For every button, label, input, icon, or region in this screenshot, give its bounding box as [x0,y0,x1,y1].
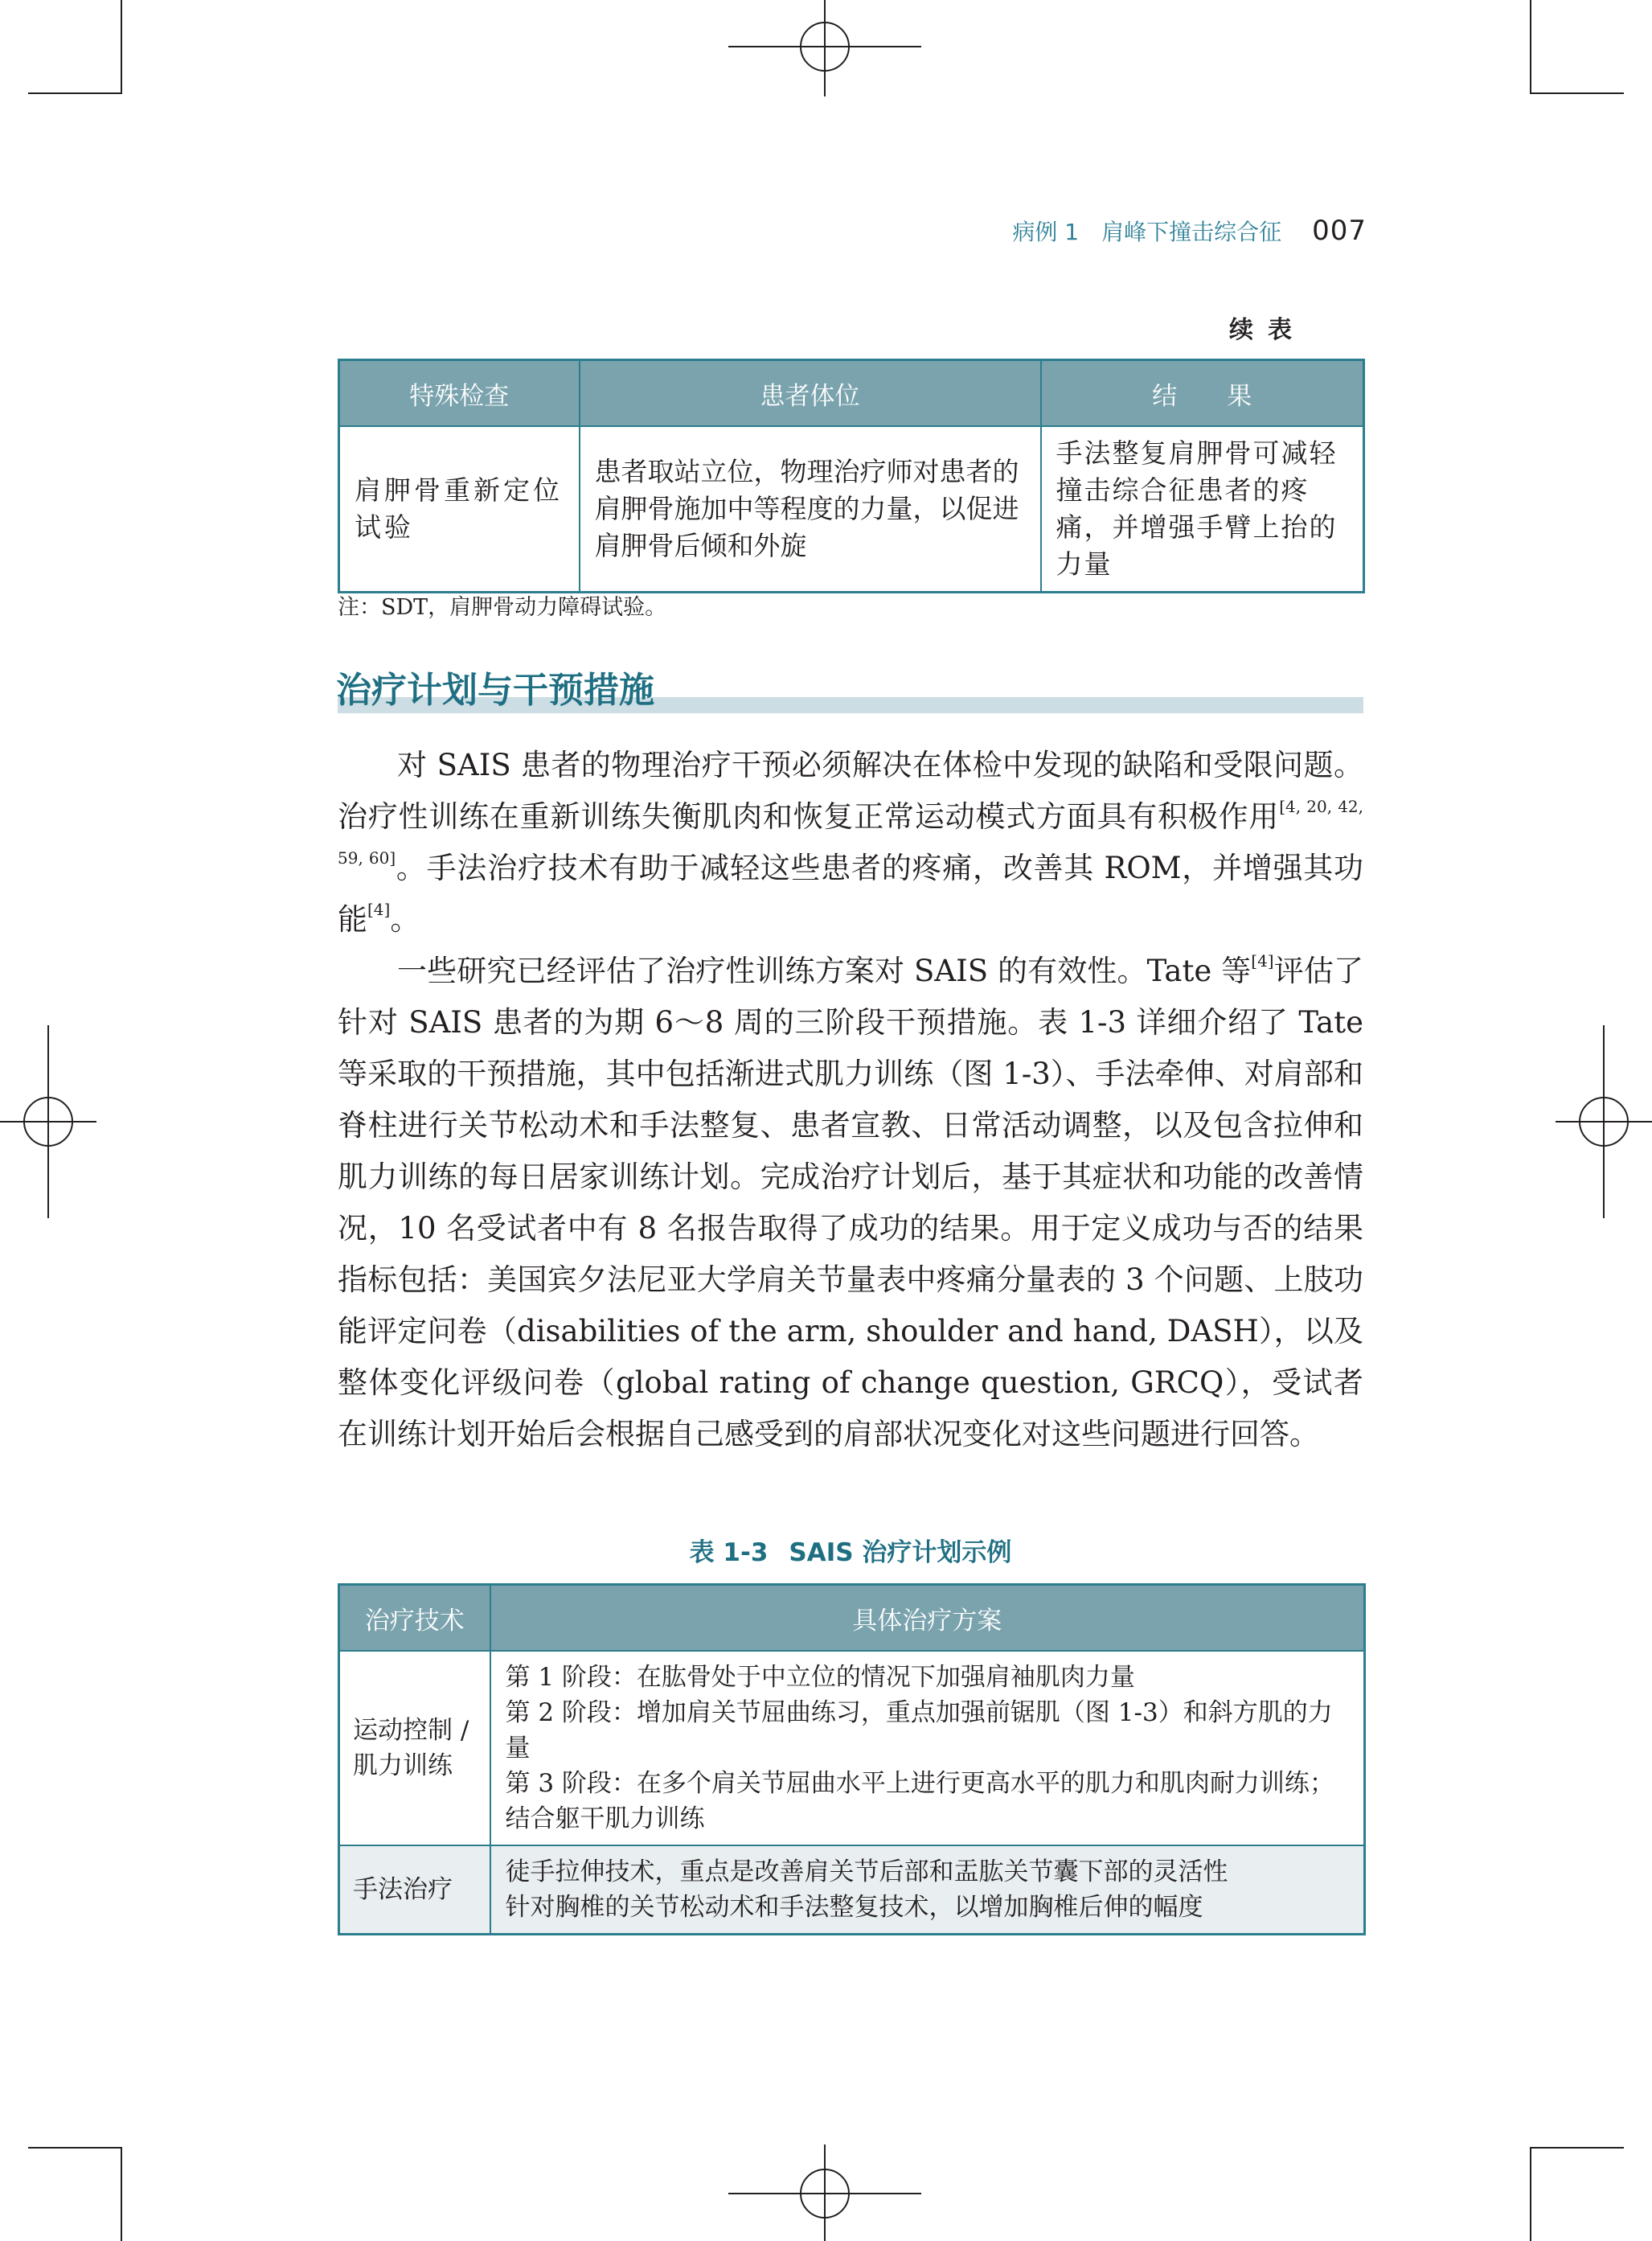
text-run: 对 SAIS 患者的物理治疗干预必须解决在体检中发现的缺陷和受限问题。治疗性训练在重新训练失衡肌肉和恢复正常运动模式方面具有积极作用 [338,748,1363,834]
registration-mark-right [1556,1025,1652,1218]
column-header: 特殊检查 [339,360,580,427]
page-number: 007 [1312,215,1367,247]
column-header: 患者体位 [580,360,1041,427]
special-tests-table [338,359,1365,593]
crop-mark [1530,2147,1624,2149]
plan-line: 第 2 阶段：增加肩关节屈曲练习，重点加强前锯肌（图 1-3）和斜方肌的力量 [505,1698,1333,1763]
crop-mark [1530,92,1624,94]
table-title: SAIS 治疗计划示例 [789,1538,1012,1567]
plan-line: 徒手拉伸技术，重点是改善肩关节后部和盂肱关节囊下部的灵活性 [505,1857,1228,1886]
registration-mark-left [0,1025,96,1218]
table-row [339,1845,1365,1935]
continued-label: 续表 [1229,316,1306,344]
plan-line: 第 3 阶段：在多个肩关节屈曲水平上进行更高水平的肌力和肌肉耐力训练；结合躯干肌力训练 [505,1769,1334,1833]
plan-cell [490,1845,1365,1935]
table-caption [338,1532,1363,1568]
crop-mark [1530,2147,1531,2241]
column-header: 具体治疗方案 [490,1585,1365,1652]
citation: [4] [367,900,391,919]
crop-mark [121,2147,122,2241]
table-cell: 患者取站立位，物理治疗师对患者的肩胛骨施加中等程度的力量，以促进肩胛骨后倾和外旋 [580,426,1041,593]
column-header: 结 果 [1041,360,1364,427]
crop-mark [28,2147,122,2149]
plan-cell [490,1651,1365,1845]
plan-line: 第 1 阶段：在肱骨处于中立位的情况下加强肩袖肌肉力量 [505,1663,1135,1692]
table-note: 注：SDT，肩胛骨动力障碍试验。 [338,595,667,620]
treatment-plan-table [338,1583,1366,1935]
plan-line: 针对胸椎的关节松动术和手法整复技术，以增加胸椎后伸的幅度 [505,1893,1203,1922]
paragraph [338,946,1363,1460]
table-number: 表 1-3 [689,1538,769,1567]
table-row [339,426,1364,593]
section-title: 治疗计划与干预措施 [336,670,654,711]
crop-mark [121,0,122,92]
column-header: 治疗技术 [339,1585,490,1652]
registration-mark-top [728,0,921,96]
text-run: 。手法治疗技术有助于减轻这些患者的疼痛，改善其 ROM，并增强其功能 [338,851,1364,937]
table-cell: 手法整复肩胛骨可减轻撞击综合征患者的疼痛，并增强手臂上抬的力量 [1041,426,1364,593]
citation: [4, 20, 42, 59, 60] [338,797,1363,868]
table-cell: 肩胛骨重新定位试验 [339,426,580,593]
registration-mark-bottom [728,2145,921,2241]
text-run: 一些研究已经评估了治疗性训练方案对 SAIS 的有效性。Tate 等 [397,954,1252,988]
citation: [4] [1251,951,1274,971]
paragraph [338,740,1363,946]
table-header-row [339,1585,1365,1652]
running-head [949,211,1367,251]
table-row [339,1651,1365,1845]
crop-mark [28,92,122,94]
chapter-title: 病例 1 肩峰下撞击综合征 [1012,219,1282,245]
crop-mark [1530,0,1531,92]
body-text [338,740,1363,1460]
text-run: 评估了针对 SAIS 患者的为期 6～8 周的三阶段干预措施。表 1-3 详细介绍了 Tate 等采取的干预措施，其中包括渐进式肌力训练（图 1-3）、手法牵伸、对肩部和脊柱进行关节松动术和手法整复、患者宣教、日常活动调整，以及包含拉伸和肌力训练的每日居家训练计划。完成治疗计划后，基于其症状和功能的改善情况，10 名受试者中有 8 名报告取得了成功的结果。用于定义成功与否的结果指标包括：美国宾夕法尼亚大学肩关节量表中疼痛分量表的 3 个问题、上肢功能评定问卷（disabilities of the arm, shoulder and hand, DASH），以及整体变化评级问卷（global rating of change question, GRCQ），受试者在训练计划开始后会根据自己感受到的肩部状况变化对这些问题进行回答。 [338,954,1363,1451]
table-header-row [339,360,1364,427]
text-run: 。 [390,902,420,937]
technique-cell: 手法治疗 [339,1845,490,1935]
technique-cell: 运动控制 / 肌力训练 [339,1651,490,1845]
